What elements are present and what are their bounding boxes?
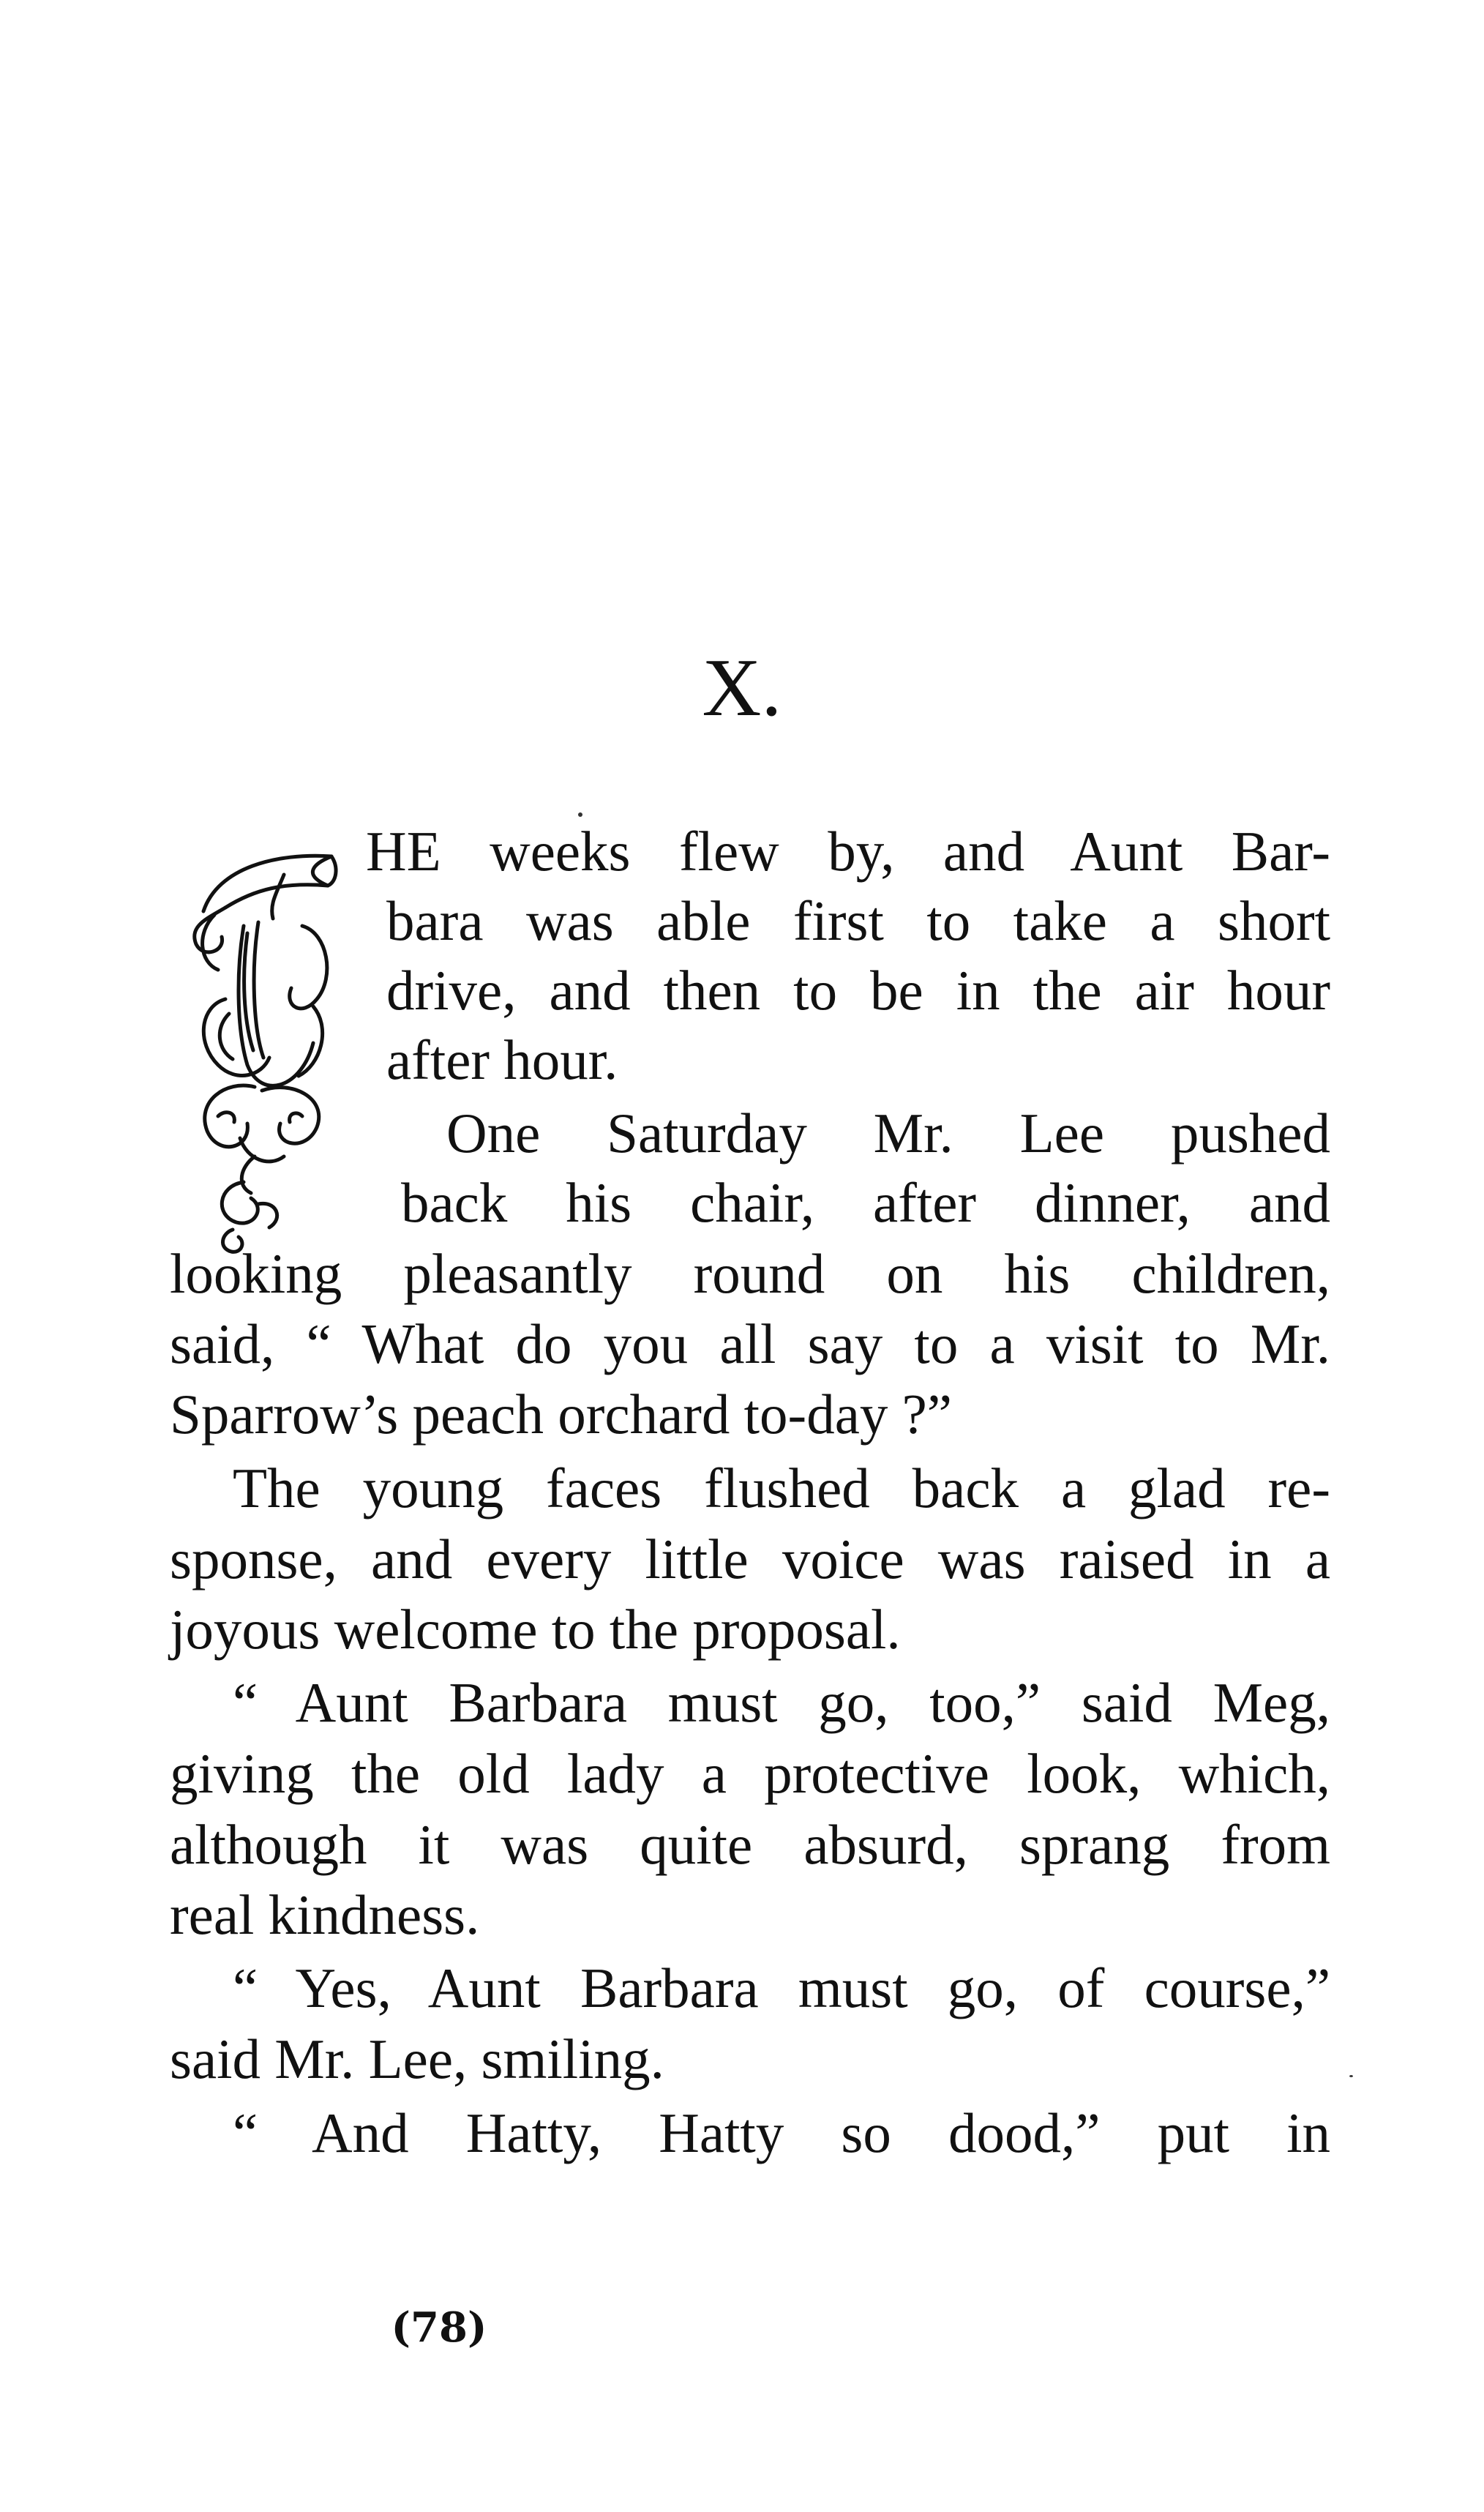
- page-number: (78): [391, 2303, 487, 2352]
- text-line: “ Aunt Barbara must go, too,” said Meg,: [233, 1671, 1330, 1734]
- text-line: joyous welcome to the proposal.: [170, 1598, 901, 1661]
- text-line: said, “ What do you all say to a visit to Mr.: [170, 1312, 1330, 1375]
- text-line: One Saturday Mr. Lee pushed: [446, 1102, 1330, 1165]
- text-line: said Mr. Lee, smiling.: [170, 2027, 664, 2090]
- text-line: Sparrow’s peach orchard to-day ?”: [170, 1383, 952, 1446]
- ornamental-drop-cap-t: [174, 823, 342, 1255]
- text-line: giving the old lady a protective look, which,: [170, 1742, 1330, 1805]
- text-line: back his chair, after dinner, and: [401, 1171, 1330, 1234]
- text-line: HE weeks flew by, and Aunt Bar-: [366, 820, 1330, 883]
- text-line: looking pleasantly round on his children,: [170, 1242, 1330, 1305]
- text-line: drive, and then to be in the air hour: [386, 959, 1330, 1022]
- text-line: sponse, and every little voice was raised in a: [170, 1528, 1330, 1590]
- print-speck: [578, 812, 582, 817]
- text-line: “ And Hatty, Hatty so dood,” put in: [233, 2101, 1330, 2164]
- text-line: “ Yes, Aunt Barbara must go, of course,”: [233, 1956, 1330, 2019]
- text-line: although it was quite absurd, sprang from: [170, 1813, 1330, 1876]
- text-line: The young faces flushed back a glad re-: [233, 1457, 1330, 1519]
- text-line: after hour.: [386, 1028, 618, 1091]
- chapter-number: X.: [702, 643, 782, 733]
- text-line: real kindness.: [170, 1883, 480, 1946]
- print-speck: [1349, 2075, 1353, 2077]
- text-line: bara was able first to take a short: [386, 889, 1330, 952]
